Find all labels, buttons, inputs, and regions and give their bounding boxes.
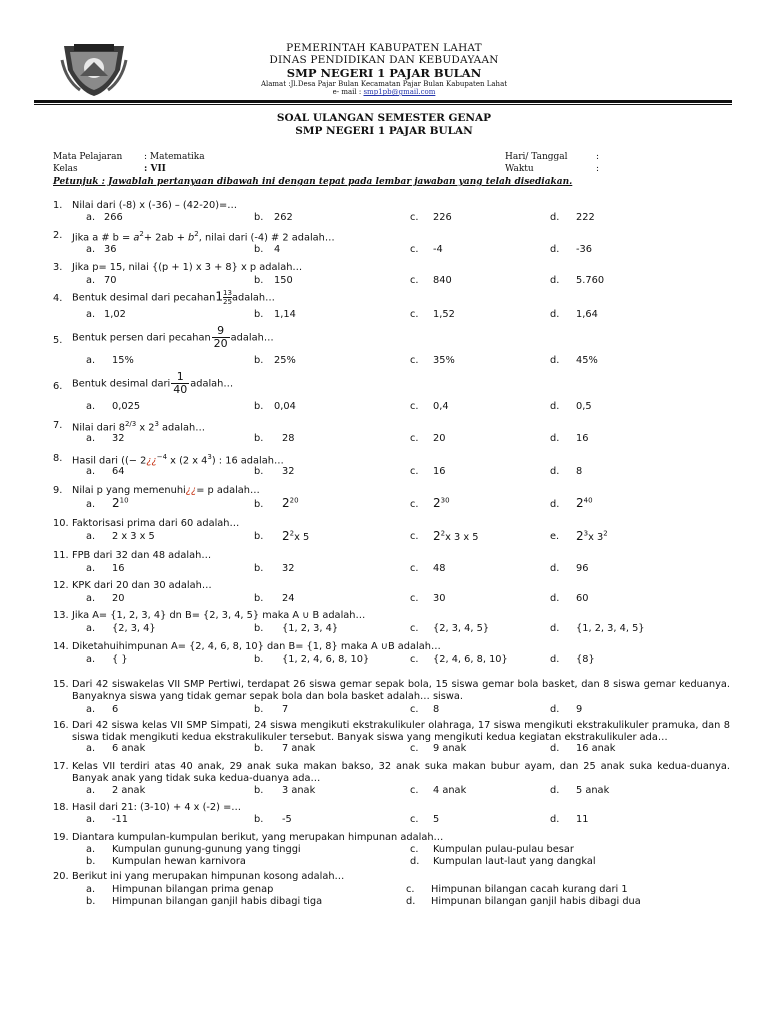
option-b[interactable]: 4 [274, 244, 281, 255]
option-label: a. [86, 244, 96, 255]
numerator: 13 [223, 289, 232, 297]
option-label: d. [550, 563, 560, 574]
exp: 2 [440, 529, 446, 538]
option-label: d. [550, 654, 560, 665]
option-a[interactable]: 70 [104, 275, 117, 286]
question-number: 3. [53, 262, 63, 273]
option-label: c. [410, 844, 419, 855]
option-label: a. [86, 466, 96, 477]
option-label: a. [86, 309, 96, 320]
option-label: a. [86, 814, 96, 825]
option-a[interactable]: 20 [112, 593, 125, 604]
option-b[interactable]: {1, 2, 3, 4} [282, 623, 339, 634]
option-label: b. [254, 309, 264, 320]
option-label: a. [86, 563, 96, 574]
question-number: 12. [53, 580, 69, 591]
option-label: d. [550, 743, 560, 754]
option-label: b. [254, 499, 264, 510]
option-label: c. [410, 244, 419, 255]
option-b[interactable]: {1, 2, 4, 6, 8, 10} [282, 654, 370, 665]
option-label: a. [86, 654, 96, 665]
option-a[interactable]: 36 [104, 244, 117, 255]
option-b[interactable]: 262 [274, 212, 293, 223]
header-school-name: SMP NEGERI 1 PAJAR BULAN [286, 66, 482, 80]
option-label: c. [410, 654, 419, 665]
option-c[interactable]: -4 [433, 244, 443, 255]
question-text: Berikut ini yang merupakan himpunan kosong adalah… [72, 871, 345, 882]
option-d[interactable]: 96 [576, 563, 589, 574]
option-label: d. [550, 244, 560, 255]
option-c[interactable]: 48 [433, 563, 446, 574]
option-label: a. [86, 499, 96, 510]
option-label: b. [254, 244, 264, 255]
q4-pre: Bentuk desimal dari pecahan [72, 292, 216, 304]
option-label: b. [254, 355, 264, 366]
subject-label: Mata Pelajaran [53, 152, 123, 162]
question-text: Diantara kumpulan-kumpulan berikut, yang merupakan himpunan adalah… [72, 832, 444, 843]
option-b[interactable]: 7 [282, 704, 289, 715]
var-a: a [133, 232, 140, 244]
question-text [72, 230, 335, 243]
exp: −4 [156, 453, 168, 461]
base: 2 [112, 496, 120, 510]
option-label: a. [86, 593, 96, 604]
option-a[interactable]: 32 [112, 433, 125, 444]
question-number: 9. [53, 485, 63, 496]
base: 2 [433, 496, 441, 510]
exam-school-title: SMP NEGERI 1 PAJAR BULAN [295, 125, 473, 137]
option-a[interactable]: 2 anak [112, 785, 146, 796]
option-label: c. [410, 743, 419, 754]
question-text [72, 420, 205, 433]
question-text: Hasil dari 21: (3-10) + 4 x (-2) =… [72, 802, 242, 813]
var-b: b [188, 232, 195, 244]
q5-pre: Bentuk persen dari pecahan [72, 332, 211, 344]
option-b[interactable]: 150 [274, 275, 293, 286]
option-label: a. [86, 531, 96, 542]
exp: 2 [139, 230, 144, 238]
question-text: Dari 42 siswa kelas VII SMP Simpati, 24 siswa mengikuti ekstrakulikuler olahraga, 17 siswa mengikuti ekstrakulikuler pramuka, dan 8 siswa tidak mengikuti kedua ekstrakulikuler tersebut. Banyak siswa yang mengikuti kedua kegiatan ekstrakulikuler ada… [72, 720, 730, 743]
option-a[interactable]: Kumpulan gunung-gunung yang tinggi [112, 844, 301, 855]
question-number: 11. [53, 550, 69, 561]
option-label: a. [86, 704, 96, 715]
option-label: a. [86, 401, 96, 412]
option-label: a. [86, 212, 96, 223]
option-label: c. [410, 623, 419, 634]
question-number: 6. [53, 381, 63, 392]
option-label: d. [550, 401, 560, 412]
option-label: c. [410, 704, 419, 715]
option-label: c. [410, 401, 419, 412]
time-label: Waktu [505, 164, 534, 174]
exp: 10 [119, 496, 129, 505]
exp: 20 [289, 496, 299, 505]
option-label: b. [254, 401, 264, 412]
question-text: Diketahuihimpunan A= {2, 4, 6, 8, 10} dan B= {1, 8} maka A ∪B adalah… [72, 641, 441, 652]
fraction [212, 325, 230, 350]
option-c[interactable]: 0,4 [433, 401, 449, 412]
question-text [72, 453, 284, 466]
tail: x 3 [588, 532, 604, 543]
option-d[interactable]: Kumpulan laut-laut yang dangkal [433, 856, 596, 867]
subject-value: : Matematika [144, 152, 205, 162]
base: 2 [282, 496, 290, 510]
option-d[interactable]: 5 anak [576, 785, 610, 796]
tail: x 5 [294, 532, 310, 543]
exp: 2 [603, 529, 608, 538]
exp: 3 [583, 529, 589, 538]
q2-post: , nilai dari (-4) # 2 adalah… [198, 232, 335, 244]
option-label: c. [410, 814, 419, 825]
exp: 3 [207, 453, 212, 461]
option-b[interactable]: 7 anak [282, 743, 316, 754]
option-d[interactable]: 16 anak [576, 743, 616, 754]
option-b[interactable]: 32 [282, 563, 295, 574]
option-b[interactable]: -5 [282, 814, 292, 825]
option-label: b. [254, 275, 264, 286]
question-number: 17. [53, 761, 69, 772]
option-d[interactable] [576, 496, 593, 510]
header-government: PEMERINTAH KABUPATEN LAHAT [286, 42, 482, 54]
mixed-fraction [223, 289, 232, 306]
option-label: d. [550, 785, 560, 796]
option-d[interactable]: Himpunan bilangan ganjil habis dibagi dua [431, 896, 641, 907]
option-label: b. [254, 704, 264, 715]
question-text: FPB dari 32 dan 48 adalah… [72, 550, 212, 561]
option-c[interactable]: 30 [433, 593, 446, 604]
option-d[interactable]: 5.760 [576, 275, 605, 286]
option-label: c. [410, 275, 419, 286]
option-d[interactable]: 1,64 [576, 309, 598, 320]
option-label: c. [410, 563, 419, 574]
option-c[interactable]: {2, 4, 6, 8, 10} [433, 654, 508, 665]
class-label: Kelas [53, 164, 78, 174]
option-label: d. [550, 466, 560, 477]
option-label: b. [254, 814, 264, 825]
q8-post: ) : 16 adalah… [211, 455, 284, 467]
question-number: 13. [53, 610, 69, 621]
question-number: 2. [53, 230, 63, 241]
option-d[interactable]: 0,5 [576, 401, 592, 412]
question-number: 14. [53, 641, 69, 652]
option-a[interactable]: 64 [112, 466, 125, 477]
option-label: c. [410, 531, 419, 542]
option-d[interactable]: 60 [576, 593, 589, 604]
denominator: 40 [173, 383, 188, 396]
option-label: b. [254, 593, 264, 604]
question-number: 20. [53, 871, 69, 882]
option-b[interactable]: 0,04 [274, 401, 296, 412]
option-a[interactable]: -11 [112, 814, 129, 825]
q6-pre: Bentuk desimal dari [72, 378, 171, 390]
option-label: c. [410, 593, 419, 604]
time-value: : [596, 164, 600, 174]
option-b[interactable]: 24 [282, 593, 295, 604]
option-c[interactable]: 4 anak [433, 785, 467, 796]
option-a[interactable]: 16 [112, 563, 125, 574]
option-d[interactable]: 9 [576, 704, 583, 715]
option-e[interactable] [576, 529, 608, 543]
option-label: e. [550, 531, 560, 542]
option-label: a. [86, 785, 96, 796]
fraction [171, 371, 189, 396]
option-c[interactable]: 5 [433, 814, 440, 825]
option-c[interactable]: 226 [433, 212, 452, 223]
header-divider-thin [34, 104, 732, 105]
q5-post: adalah… [230, 332, 274, 344]
question-text: Jika A= {1, 2, 3, 4} dn B= {2, 3, 4, 5} maka A ∪ B adalah… [72, 610, 366, 621]
class-value: : VII [144, 164, 166, 174]
question-text: Kelas VII terdiri atas 40 anak, 29 anak suka makan bakso, 32 anak suka makan bubur ayam, dan 25 anak suka kedua-duanya. Banyak anak yang tidak suka kedua-duanya ada… [72, 761, 730, 784]
option-label: c. [410, 433, 419, 444]
option-label: a. [86, 884, 96, 895]
option-d[interactable]: -36 [576, 244, 593, 255]
option-d[interactable]: 45% [576, 355, 598, 366]
q2-mid: + 2ab + [143, 232, 189, 244]
question-number: 15. [53, 679, 69, 690]
option-label: b. [254, 654, 264, 665]
option-label: d. [550, 593, 560, 604]
option-c[interactable]: 840 [433, 275, 452, 286]
option-label: a. [86, 355, 96, 366]
question-number: 7. [53, 420, 63, 431]
option-label: b. [86, 856, 96, 867]
exp: 2 [289, 529, 295, 538]
option-label: a. [86, 743, 96, 754]
option-b[interactable] [282, 496, 299, 510]
option-a[interactable]: { } [112, 654, 128, 665]
instruction: Petunjuk : Jawablah pertanyaan dibawah ini dengan tepat pada lembar jawaban yang telah disediakan. [53, 177, 573, 187]
option-label: c. [406, 884, 415, 895]
question-number: 19. [53, 832, 69, 843]
q8-pre: Hasil dari ((− 2 [72, 455, 147, 467]
email-link[interactable]: smp1pb@gmail.com [363, 88, 436, 96]
option-b[interactable]: 32 [282, 466, 295, 477]
q9-pre: Nilai p yang memenuhi [72, 485, 186, 496]
base: 2 [282, 529, 290, 543]
option-label: b. [254, 563, 264, 574]
question-text: Nilai dari (-8) x (-36) – (42-20)=… [72, 200, 238, 211]
rendering-artifact: ¿¿ [185, 485, 197, 496]
numerator: 1 [171, 371, 189, 384]
option-c[interactable]: 9 anak [433, 743, 467, 754]
q7-pre: Nilai dari 8 [72, 422, 125, 434]
option-b[interactable] [282, 529, 309, 543]
q4-post: adalah… [231, 292, 275, 304]
exp: 30 [440, 496, 450, 505]
option-label: a. [86, 275, 96, 286]
option-a[interactable]: 2 x 3 x 5 [112, 531, 155, 542]
question-number: 16. [53, 720, 69, 731]
option-c[interactable]: 1,52 [433, 309, 455, 320]
question-text: Faktorisasi prima dari 60 adalah… [72, 518, 240, 529]
question-number: 18. [53, 802, 69, 813]
option-d[interactable]: {8} [576, 654, 595, 665]
option-d[interactable]: 222 [576, 212, 595, 223]
header-department: DINAS PENDIDIKAN DAN KEBUDAYAAN [269, 54, 499, 66]
numerator: 9 [212, 325, 230, 338]
option-label: c. [410, 355, 419, 366]
option-c[interactable]: Kumpulan pulau-pulau besar [433, 844, 574, 855]
option-b[interactable]: 28 [282, 433, 295, 444]
base: 2 [433, 529, 441, 543]
question-number: 4. [53, 293, 63, 304]
question-text: KPK dari 20 dan 30 adalah… [72, 580, 212, 591]
option-b[interactable]: Kumpulan hewan karnivora [112, 856, 246, 867]
option-d[interactable]: 8 [576, 466, 583, 477]
question-number: 10. [53, 518, 69, 529]
header-divider-thick [34, 100, 732, 103]
option-label: b. [254, 623, 264, 634]
q8-mid: x (2 x 4 [167, 455, 208, 467]
exp: 2/3 [124, 420, 137, 428]
option-label: a. [86, 433, 96, 444]
option-a[interactable]: Himpunan bilangan prima genap [112, 884, 274, 895]
option-label: b. [86, 896, 96, 907]
header-address: Alamat :Jl.Desa Pajar Bulan Kecamatan Pajar Bulan Kabupaten Lahat [260, 80, 508, 88]
q6-post: adalah… [190, 378, 234, 390]
option-label: b. [254, 212, 264, 223]
option-b[interactable]: 3 anak [282, 785, 316, 796]
option-label: d. [550, 275, 560, 286]
option-label: d. [550, 814, 560, 825]
option-c[interactable] [433, 529, 479, 543]
base: 2 [576, 496, 584, 510]
date-label: Hari/ Tanggal [505, 152, 568, 162]
rendering-artifact: ¿¿ [146, 455, 157, 467]
option-label: c. [410, 212, 419, 223]
q2-pre: Jika a # b = [72, 232, 134, 244]
option-label: b. [254, 433, 264, 444]
question-text: Jika p= 15, nilai {(p + 1) x 3 + 8} x p adalah… [72, 262, 303, 273]
option-label: a. [86, 844, 96, 855]
date-value: : [596, 152, 600, 162]
option-label: b. [254, 743, 264, 754]
denominator: 25 [223, 298, 232, 306]
option-c[interactable]: 16 [433, 466, 446, 477]
option-d[interactable]: 11 [576, 814, 589, 825]
option-c[interactable] [433, 496, 450, 510]
option-a[interactable] [112, 496, 129, 510]
exp: 3 [154, 420, 159, 428]
option-a[interactable]: 1,02 [104, 309, 126, 320]
option-d[interactable]: 16 [576, 433, 589, 444]
option-label: d. [550, 704, 560, 715]
base: 2 [576, 529, 584, 543]
question-text [72, 289, 275, 306]
option-b[interactable]: 25% [274, 355, 296, 366]
option-label: d. [410, 856, 420, 867]
exam-title: SOAL ULANGAN SEMESTER GENAP [276, 112, 492, 124]
option-a[interactable]: {2, 3, 4} [112, 623, 156, 634]
option-label: d. [550, 499, 560, 510]
header-email-line [0, 88, 768, 96]
q9-post: = p adalah… [196, 485, 260, 496]
option-a[interactable]: 266 [104, 212, 123, 223]
option-c[interactable]: Himpunan bilangan cacah kurang dari 1 [431, 884, 628, 895]
option-label: d. [550, 212, 560, 223]
mixed-whole: 1 [215, 289, 224, 304]
option-label: c. [410, 466, 419, 477]
option-label: c. [410, 785, 419, 796]
option-c[interactable]: 35% [433, 355, 455, 366]
option-a[interactable]: 0,025 [112, 401, 141, 412]
q7-mid: x 2 [136, 422, 155, 434]
option-label: d. [550, 355, 560, 366]
email-label: e- mail : [332, 88, 364, 96]
option-label: b. [254, 531, 264, 542]
option-label: a. [86, 623, 96, 634]
option-a[interactable]: 6 anak [112, 743, 146, 754]
q7-post: adalah… [158, 422, 206, 434]
option-label: d. [550, 623, 560, 634]
option-label: b. [254, 785, 264, 796]
option-b[interactable]: Himpunan bilangan ganjil habis dibagi tiga [112, 896, 323, 907]
option-label: c. [410, 499, 419, 510]
exp: 40 [583, 496, 593, 505]
option-label: b. [254, 466, 264, 477]
option-c[interactable]: 8 [433, 704, 440, 715]
option-c[interactable]: 20 [433, 433, 446, 444]
question-number: 1. [53, 200, 63, 211]
option-b[interactable]: 1,14 [274, 309, 296, 320]
question-text [72, 325, 274, 350]
option-label: d. [550, 433, 560, 444]
option-a[interactable]: 15% [112, 355, 134, 366]
tail: x 3 x 5 [445, 532, 479, 543]
option-label: c. [410, 309, 419, 320]
question-text [72, 485, 260, 496]
question-number: 5. [53, 335, 63, 346]
option-label: d. [406, 896, 416, 907]
question-text [72, 371, 233, 396]
option-label: d. [550, 309, 560, 320]
option-d[interactable]: {1, 2, 3, 4, 5} [576, 623, 645, 634]
exp: 2 [194, 230, 199, 238]
option-a[interactable]: 6 [112, 704, 119, 715]
question-number: 8. [53, 453, 63, 464]
denominator: 20 [213, 337, 228, 350]
option-c[interactable]: {2, 3, 4, 5} [433, 623, 490, 634]
question-text: Dari 42 siswakelas VII SMP Pertiwi, terdapat 26 siswa gemar sepak bola, 15 siswa gemar bola basket, dan 8 siswa gemar keduanya. Banyaknya siswa yang tidak gemar sepak bola dan bola basket adalah… siswa. [72, 679, 730, 702]
